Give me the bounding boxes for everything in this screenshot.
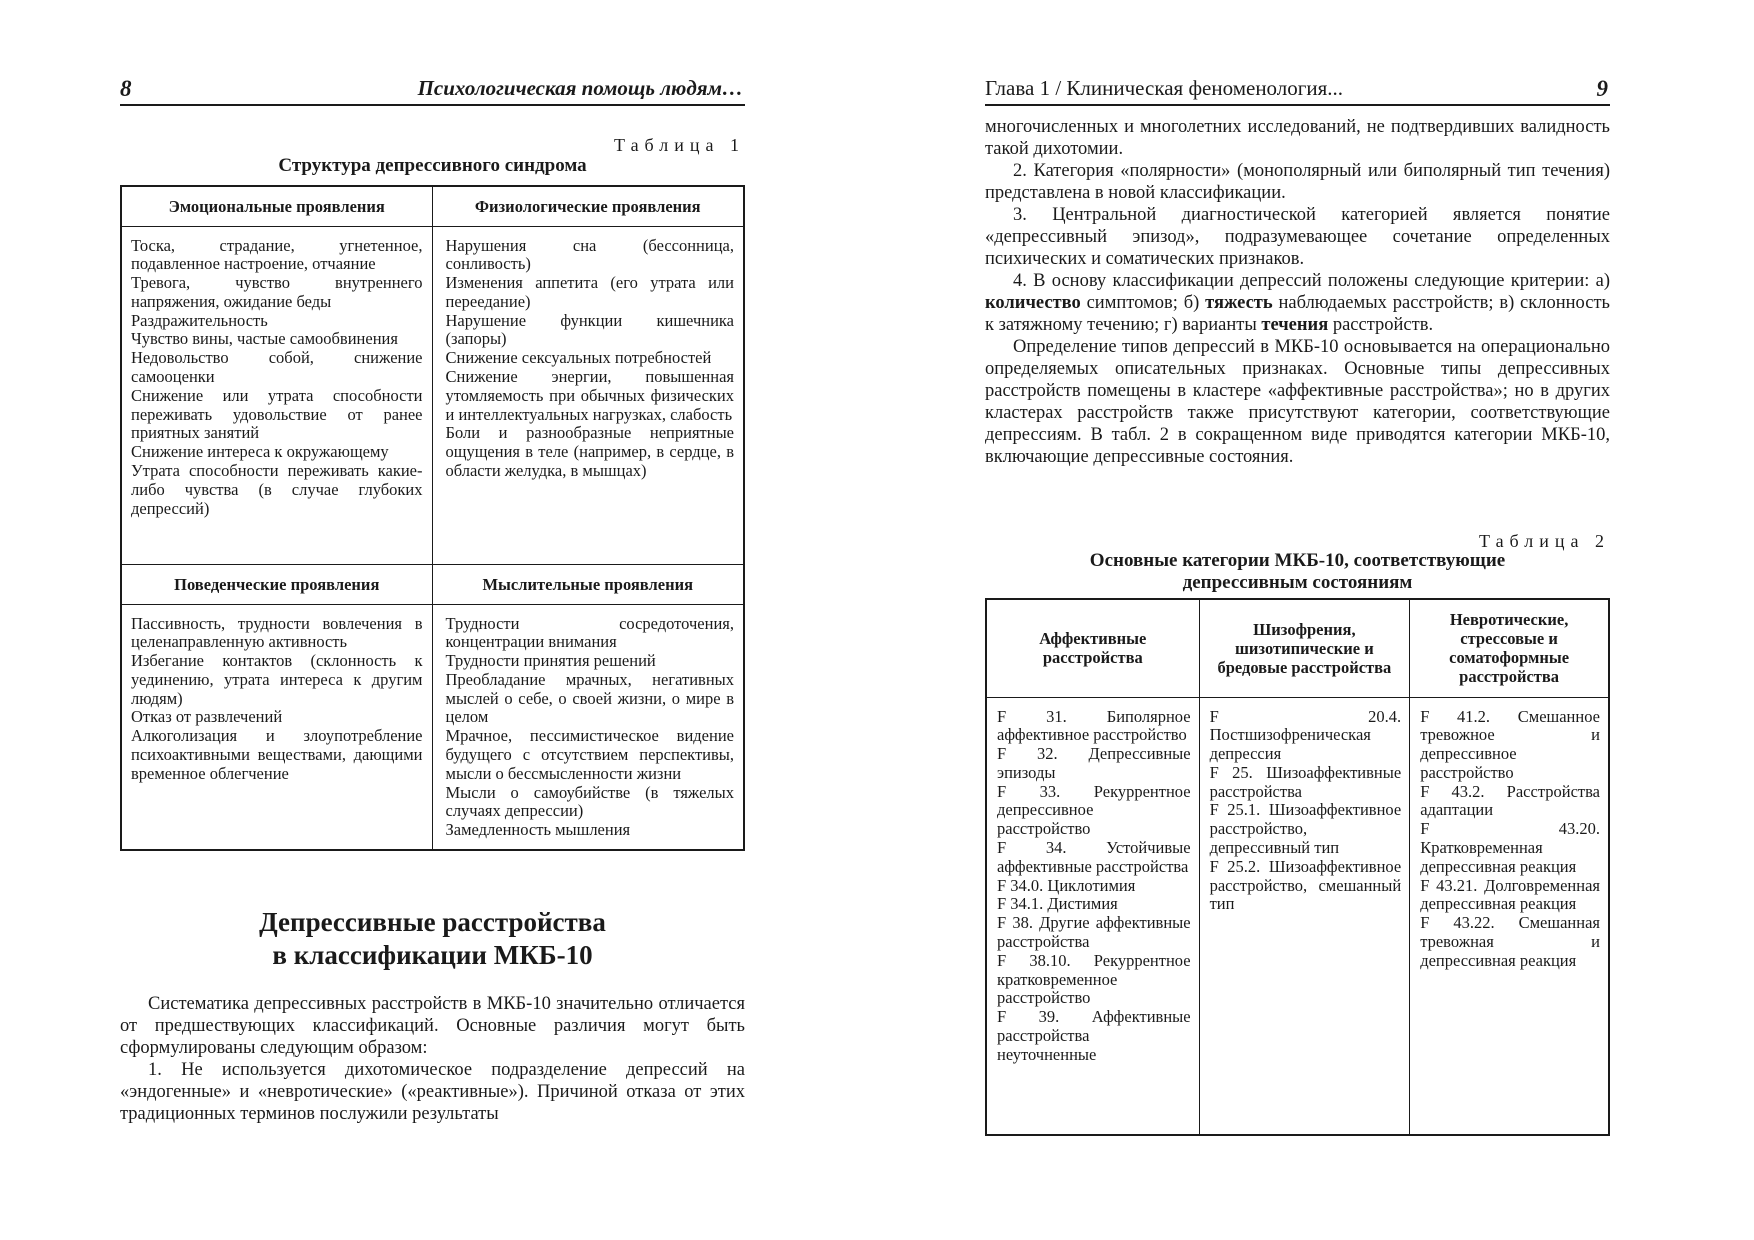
list-item: Отказ от развлечений: [131, 707, 283, 727]
list-item: F 43.2. Расстройства адаптации: [1420, 781, 1600, 820]
list-item: F 34.1. Дистимия: [997, 894, 1118, 914]
list-item: F 43.21. Долговременная депрессивная реакция: [1420, 875, 1600, 914]
list-item: F 39. Аффективные расстройства неуточненные: [997, 1007, 1191, 1064]
table2-neurotic-list: [1420, 708, 1600, 971]
list-item: F 43.22. Смешанная тревожная и депрессивная реакция: [1420, 913, 1600, 970]
list-item: F 25.2. Шизоаффективное расстройство, смешанный тип: [1209, 856, 1402, 914]
list-item: F 20.4. Постшизофреническая депрессия: [1209, 706, 1402, 764]
list-item: Избегание контактов (склонность к уединению, утрата интереса к другим людям): [131, 651, 423, 708]
right-body-text: [985, 116, 1610, 468]
table2-header-neurotic: Невротические, стрессовые и соматоформные расстройства: [1410, 599, 1609, 697]
table2-schizophrenia-list: [1210, 708, 1402, 915]
list-item: Трудности принятия решений: [445, 651, 656, 671]
list-item: F 25. Шизоаффективные расстройства: [1209, 762, 1402, 801]
running-header-right: [985, 74, 1610, 106]
list-item: Снижение или утрата способности переживать удовольствие от ранее приятных занятий: [131, 385, 423, 443]
running-title-left: Психологическая помощь людям…: [417, 76, 743, 100]
paragraph: Определение типов депрессий в МКБ-10 основывается на операционально определяемых описательных признаках. Основные типы депрессивных расстройств помещены в кластере «аффективные расстройства»; но в других кластерах расстройств также присутствуют категории, соответствующие депрессиям. В табл. 2 в сокращенном виде приводятся категории МКБ-10, включающие депрессивные состояния.: [985, 337, 1610, 467]
table1-body-row: [121, 604, 744, 850]
table1-header-row: [121, 564, 744, 604]
list-item: Чувство вины, частые самообвинения: [131, 329, 398, 349]
list-item: F 31. Биполярное аффективное расстройство: [997, 706, 1191, 745]
list-item: Трудности сосредоточения, концентрации внимания: [445, 613, 734, 652]
list-item: F 33. Рекуррентное депрессивное расстройство: [997, 781, 1191, 839]
list-item: F 43.20. Кратковременная депрессивная реакция: [1420, 819, 1600, 876]
list-item: Нарушения сна (бессонница, сонливость): [445, 235, 734, 274]
section-heading-line: Депрессивные расстройства: [259, 907, 606, 937]
section-heading: [120, 906, 745, 972]
paragraph: Систематика депрессивных расстройств в МКБ-10 значительно отличается от предшествующих классификаций. Основные различия могут быть сформулированы следующим образом:: [120, 994, 745, 1058]
table2-header-schizophrenia: Шизофрения, шизотипические и бредовые расстройства: [1199, 599, 1410, 697]
running-title-right: Глава 1 / Клиническая феноменология...: [985, 76, 1344, 100]
table2-header-affective: Аффективные расстройства: [986, 599, 1199, 697]
table1-emotional-list: [131, 237, 423, 519]
table1-body-row: [121, 226, 744, 564]
list-item: F 32. Депрессивные эпизоды: [997, 744, 1191, 782]
list-item: F 34.0. Циклотимия: [997, 875, 1136, 895]
table2-title: [985, 550, 1610, 594]
table1-label: Таблица 1: [614, 135, 745, 155]
page-number-left: 8: [120, 76, 132, 101]
bold-term: течения: [1261, 315, 1329, 335]
paragraph: многочисленных и многолетних исследований, не подтвердивших валидность такой дихотомии.: [985, 117, 1610, 159]
paragraph: [985, 270, 1610, 336]
paragraph: 3. Центральной диагностической категорией является понятие «депрессивный эпизод», подразумевающее сочетание определенных психических и соматических признаков.: [985, 205, 1610, 269]
list-item: F 41.2. Смешанное тревожное и депрессивное расстройство: [1420, 706, 1600, 782]
list-item: F 38. Другие аффективные расстройства: [997, 913, 1191, 952]
section-heading-line: в классификации МКБ-10: [272, 940, 593, 970]
paragraph: 1. Не используется дихотомическое подразделение депрессий на «эндогенные» и «невротические» («реактивные»). Причиной отказа от этих традиционных терминов послужили результаты: [120, 1060, 745, 1124]
list-item: Тоска, страдание, угнетенное, подавленное настроение, отчаяние: [131, 235, 423, 274]
text-run: расстройств.: [1328, 315, 1434, 335]
list-item: F 34. Устойчивые аффективные расстройства: [997, 838, 1191, 876]
page-number-right: 9: [1596, 76, 1608, 101]
list-item: Изменения аппетита (его утрата или переедание): [445, 273, 734, 311]
table1: [120, 185, 745, 851]
table2: [985, 598, 1610, 1136]
table1-header-cognitive: Мыслительные проявления: [432, 564, 744, 604]
list-item: Боли и разнообразные неприятные ощущения в теле (например, в сердце, в области желудка, в мышцах): [445, 423, 734, 481]
left-page: [120, 0, 745, 1240]
bold-term: тяжесть: [1205, 293, 1273, 313]
bold-term: количество: [985, 293, 1081, 313]
table2-title-line: депрессивным состояниям: [1182, 572, 1413, 593]
list-item: Мрачное, пессимистическое видение будущего с отсутствием перспективы, мысли о бессмысленности жизни: [445, 726, 734, 783]
table2-title-line: Основные категории МКБ-10, соответствующие: [1089, 550, 1506, 571]
table2-body-row: [986, 697, 1609, 1135]
table1-header-behavioral: Поведенческие проявления: [121, 564, 432, 604]
table1-header-emotional: Эмоциональные проявления: [121, 186, 432, 226]
table1-behavioral-list: [131, 615, 423, 784]
list-item: Недовольство собой, снижение самооценки: [131, 348, 423, 387]
list-item: Снижение энергии, повышенная утомляемость при обычных физических и интеллектуальных нагрузках, слабость: [445, 367, 734, 424]
left-body-text: [120, 993, 745, 1125]
text-run: наблюдаемых расстройств; в) склонность к затяжному течению; г) варианты: [985, 293, 1610, 335]
list-item: Пассивность, трудности вовлечения в целенаправленную активность: [131, 613, 423, 652]
table1-cognitive-list: [446, 615, 735, 841]
list-item: Снижение интереса к окружающему: [131, 442, 389, 462]
list-item: F 38.10. Рекуррентное кратковременное расстройство: [997, 950, 1191, 1008]
list-item: Преобладание мрачных, негативных мыслей о себе, о своей жизни, о мире в целом: [445, 669, 734, 727]
list-item: Алкоголизация и злоупотребление психоактивными веществами, дающими временное облегчение: [131, 726, 423, 783]
list-item: Тревога, чувство внутреннего напряжения, ожидание беды: [131, 273, 423, 311]
table1-header-row: [121, 186, 744, 226]
table1-physiological-list: [446, 237, 735, 481]
text-run: симптомов; б): [1080, 293, 1206, 313]
table2-header-row: [986, 599, 1609, 697]
table2-affective-list: [997, 708, 1191, 1065]
list-item: Нарушение функции кишечника (запоры): [445, 310, 734, 349]
list-item: F 25.1. Шизоаффективное расстройство, депрессивный тип: [1209, 800, 1402, 858]
list-item: Замедленность мышления: [445, 820, 631, 840]
right-page: [985, 0, 1610, 1240]
list-item: Раздражительность: [131, 310, 268, 330]
table1-header-physiological: Физиологические проявления: [432, 186, 744, 226]
list-item: Мысли о самоубийстве (в тяжелых случаях депрессии): [445, 782, 734, 821]
table2-label: Таблица 2: [1479, 531, 1610, 551]
running-header-left: [120, 74, 745, 106]
list-item: Снижение сексуальных потребностей: [445, 348, 712, 368]
paragraph: 2. Категория «полярности» (монополярный или биполярный тип течения) представлена в новой классификации.: [985, 161, 1610, 203]
table1-title: Структура депрессивного синдрома: [278, 155, 587, 176]
text-run: 4. В основу классификации депрессий положены следующие критерии: а): [1013, 271, 1610, 291]
list-item: Утрата способности переживать какие-либо чувства (в случае глубоких депрессий): [131, 461, 423, 518]
